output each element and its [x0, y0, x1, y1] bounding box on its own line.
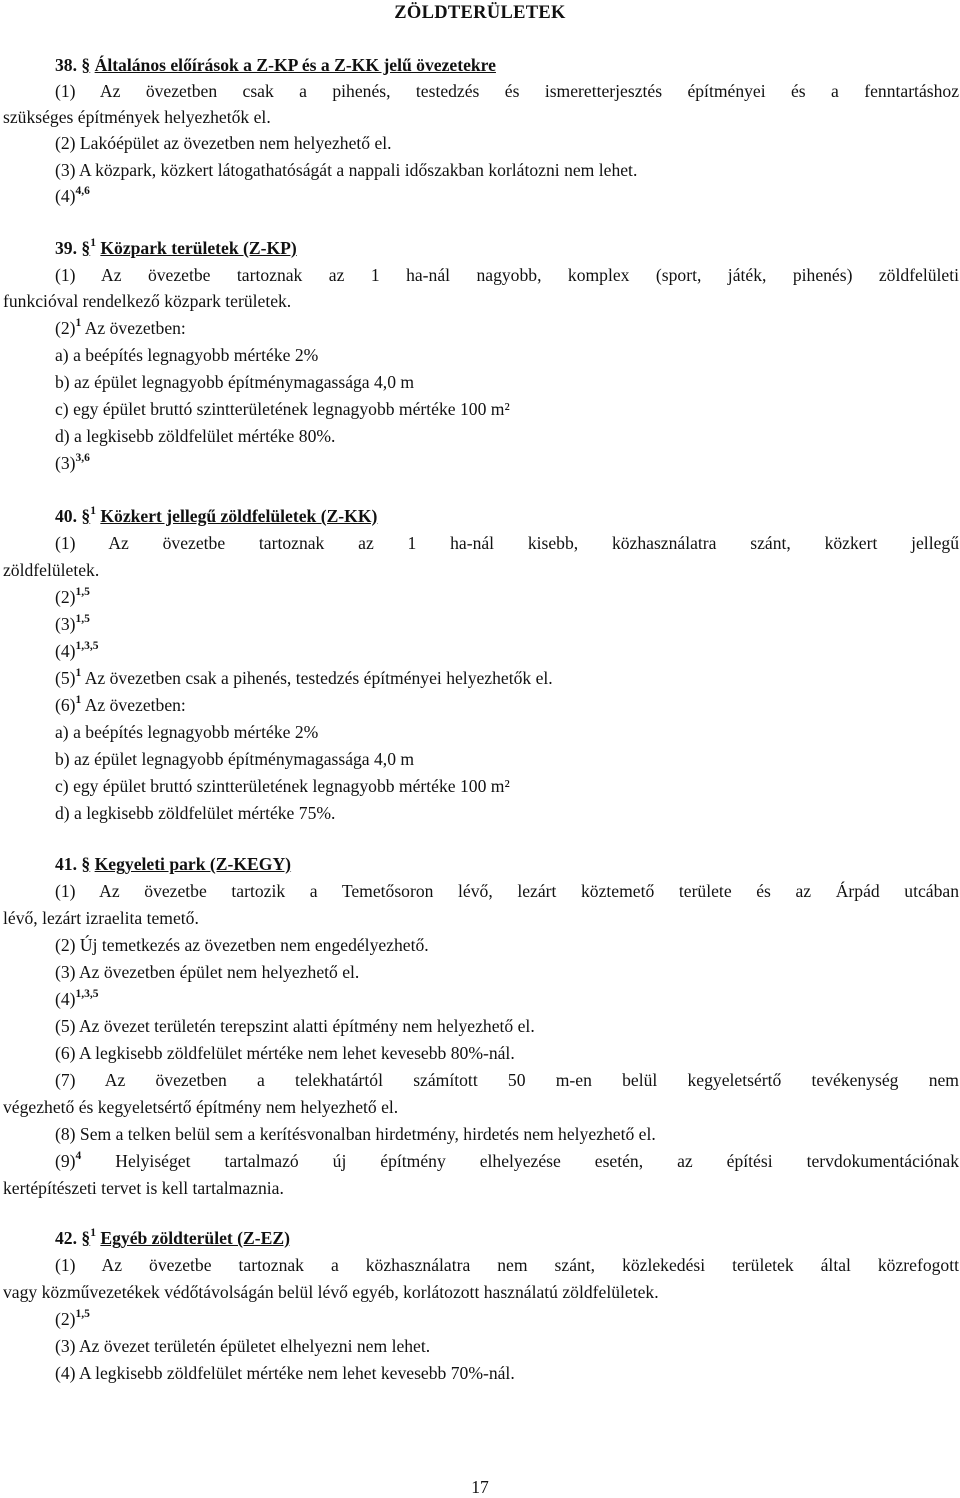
paragraph-label: (6) — [55, 695, 76, 715]
paragraph-text: Az övezetben: — [84, 318, 186, 338]
list-item: c) egy épület bruttó szintterületének legnagyobb mértéke 100 m² — [55, 776, 510, 796]
text-line — [55, 614, 90, 634]
text-line: (3) A közpark, közkert látogathatóságát a nappali időszakban korlátozni nem lehet. — [55, 160, 638, 180]
paragraph-sign: § — [81, 506, 91, 526]
footnote-ref: 4,6 — [75, 185, 90, 198]
text-line: (5) Az övezet területén terepszint alatti építmény nem helyezhető el. — [55, 1016, 535, 1036]
text-line: (8) Sem a telken belül sem a kerítésvonalban hirdetmény, hirdetés nem helyezhető el. — [55, 1124, 656, 1144]
text-line: funkcióval rendelkező közpark területek. — [3, 291, 292, 311]
paragraph-sign: § — [81, 55, 91, 75]
text-line: zöldfelületek. — [3, 560, 100, 580]
text-line: (6) A legkisebb zöldfelület mértéke nem lehet kevesebb 80%-nál. — [55, 1043, 515, 1063]
text-line — [55, 453, 90, 473]
text-line — [55, 668, 553, 688]
paragraph-label: (2) — [55, 1309, 76, 1329]
footnote-ref: 1,5 — [75, 586, 90, 599]
paragraph-text: Az övezetben: — [84, 695, 186, 715]
section-number: 38. — [55, 55, 77, 75]
section-title: Egyéb zöldterület (Z-EZ) — [100, 1228, 290, 1248]
footnote-ref: 1,3,5 — [75, 988, 99, 1001]
text-line: (7) Az övezetben a telekhatártól számított 50 m-en belül kegyeletsértő tevékenység nem — [55, 1070, 959, 1090]
paragraph-label: (4) — [55, 989, 76, 1009]
section-title: Kegyeleti park (Z-KEGY) — [94, 854, 292, 874]
paragraph-label: (4) — [55, 641, 76, 661]
paragraph-text: Az övezetben csak a pihenés, testedzés építményei helyezhetők el. — [84, 668, 553, 688]
section-number: 42. — [55, 1228, 77, 1248]
section-38-heading — [55, 55, 496, 75]
paragraph-label: (9) — [55, 1151, 76, 1171]
section-39-heading — [55, 238, 297, 258]
section-title: Közkert jellegű zöldfelületek (Z-KK) — [100, 506, 378, 526]
footnote-ref: 1 — [75, 694, 82, 707]
text-line — [55, 641, 99, 661]
list-item: b) az épület legnagyobb építménymagassága 4,0 m — [55, 372, 415, 392]
footnote-ref: 1,3,5 — [75, 640, 99, 653]
list-item: b) az épület legnagyobb építménymagassága 4,0 m — [55, 749, 415, 769]
text-line — [55, 1309, 90, 1329]
text-line: vagy közművezetékek védőtávolságán belül lévő egyéb, korlátozott használatú zöldfelületek. — [3, 1282, 659, 1302]
list-item: c) egy épület bruttó szintterületének legnagyobb mértéke 100 m² — [55, 399, 510, 419]
text-line: (2) Lakóépület az övezetben nem helyezhető el. — [55, 133, 392, 153]
text-line — [55, 186, 90, 206]
list-item: d) a legkisebb zöldfelület mértéke 75%. — [55, 803, 336, 823]
text-line — [55, 695, 186, 715]
page-number: 17 — [471, 1477, 489, 1497]
list-item: a) a beépítés legnagyobb mértéke 2% — [55, 722, 319, 742]
paragraph-label: (3) — [55, 453, 76, 473]
text-line: (2) Új temetkezés az övezetben nem engedélyezhető. — [55, 935, 429, 955]
footnote-ref: 1 — [90, 237, 96, 250]
text-line: végezhető és kegyeletsértő építmény nem helyezhető el. — [3, 1097, 399, 1117]
section-title: Általános előírások a Z-KP és a Z-KK jelű övezetekre — [94, 55, 496, 75]
text-line — [55, 587, 90, 607]
paragraph-label: (3) — [55, 614, 76, 634]
footnote-ref: 1 — [75, 667, 82, 680]
text-line — [55, 989, 99, 1009]
paragraph-sign: § — [81, 1228, 91, 1248]
footnote-ref: 1,5 — [75, 613, 90, 626]
list-item: d) a legkisebb zöldfelület mértéke 80%. — [55, 426, 336, 446]
paragraph-label: (2) — [55, 587, 76, 607]
text-line: (1) Az övezetben csak a pihenés, testedzés és ismeretterjesztés építményei és a fenntartáshoz — [55, 81, 959, 101]
text-line: (1) Az övezetbe tartoznak a közhasználatra nem szánt, közlekedési területek által közrefogott — [55, 1255, 959, 1275]
section-number: 39. — [55, 238, 77, 258]
footnote-ref: 1 — [90, 1227, 96, 1240]
text-line: (3) Az övezetben épület nem helyezhető el. — [55, 962, 360, 982]
text-line: (1) Az övezetbe tartozik a Temetősoron lévő, lezárt köztemető területe és az Árpád utcában — [55, 881, 959, 901]
section-42-heading — [55, 1228, 290, 1248]
footnote-ref: 3,6 — [75, 452, 90, 465]
text-line: (3) Az övezet területén épületet elhelyezni nem lehet. — [55, 1336, 431, 1356]
paragraph-text: Helyiséget tartalmazó új építmény elhelyezése esetén, az építési tervdokumentációnak — [115, 1151, 959, 1171]
page-title: ZÖLDTERÜLETEK — [394, 3, 566, 23]
section-number: 40. — [55, 506, 77, 526]
text-line: (4) A legkisebb zöldfelület mértéke nem lehet kevesebb 70%-nál. — [55, 1363, 515, 1383]
footnote-ref: 1 — [90, 505, 96, 518]
paragraph-sign: § — [81, 854, 91, 874]
text-line: szükséges építmények helyezhetők el. — [3, 107, 271, 127]
footnote-ref: 1 — [75, 317, 82, 330]
text-line: kertépítészeti tervet is kell tartalmaznia. — [3, 1178, 284, 1198]
text-line: lévő, lezárt izraelita temető. — [3, 908, 199, 928]
paragraph-label: (2) — [55, 318, 76, 338]
section-41-heading — [55, 854, 291, 874]
paragraph-label: (4) — [55, 186, 76, 206]
text-line — [55, 318, 186, 338]
text-line — [55, 1151, 959, 1171]
section-number: 41. — [55, 854, 77, 874]
section-title: Közpark területek (Z-KP) — [100, 238, 297, 258]
list-item: a) a beépítés legnagyobb mértéke 2% — [55, 345, 319, 365]
footnote-ref: 4 — [75, 1150, 82, 1163]
paragraph-sign: § — [81, 238, 91, 258]
text-line: (1) Az övezetbe tartoznak az 1 ha-nál kisebb, közhasználatra szánt, közkert jellegű — [55, 533, 959, 553]
section-40-heading — [55, 506, 377, 526]
paragraph-label: (5) — [55, 668, 76, 688]
footnote-ref: 1,5 — [75, 1308, 90, 1321]
text-line: (1) Az övezetbe tartoznak az 1 ha-nál nagyobb, komplex (sport, játék, pihenés) zöldfelületi — [55, 265, 959, 285]
